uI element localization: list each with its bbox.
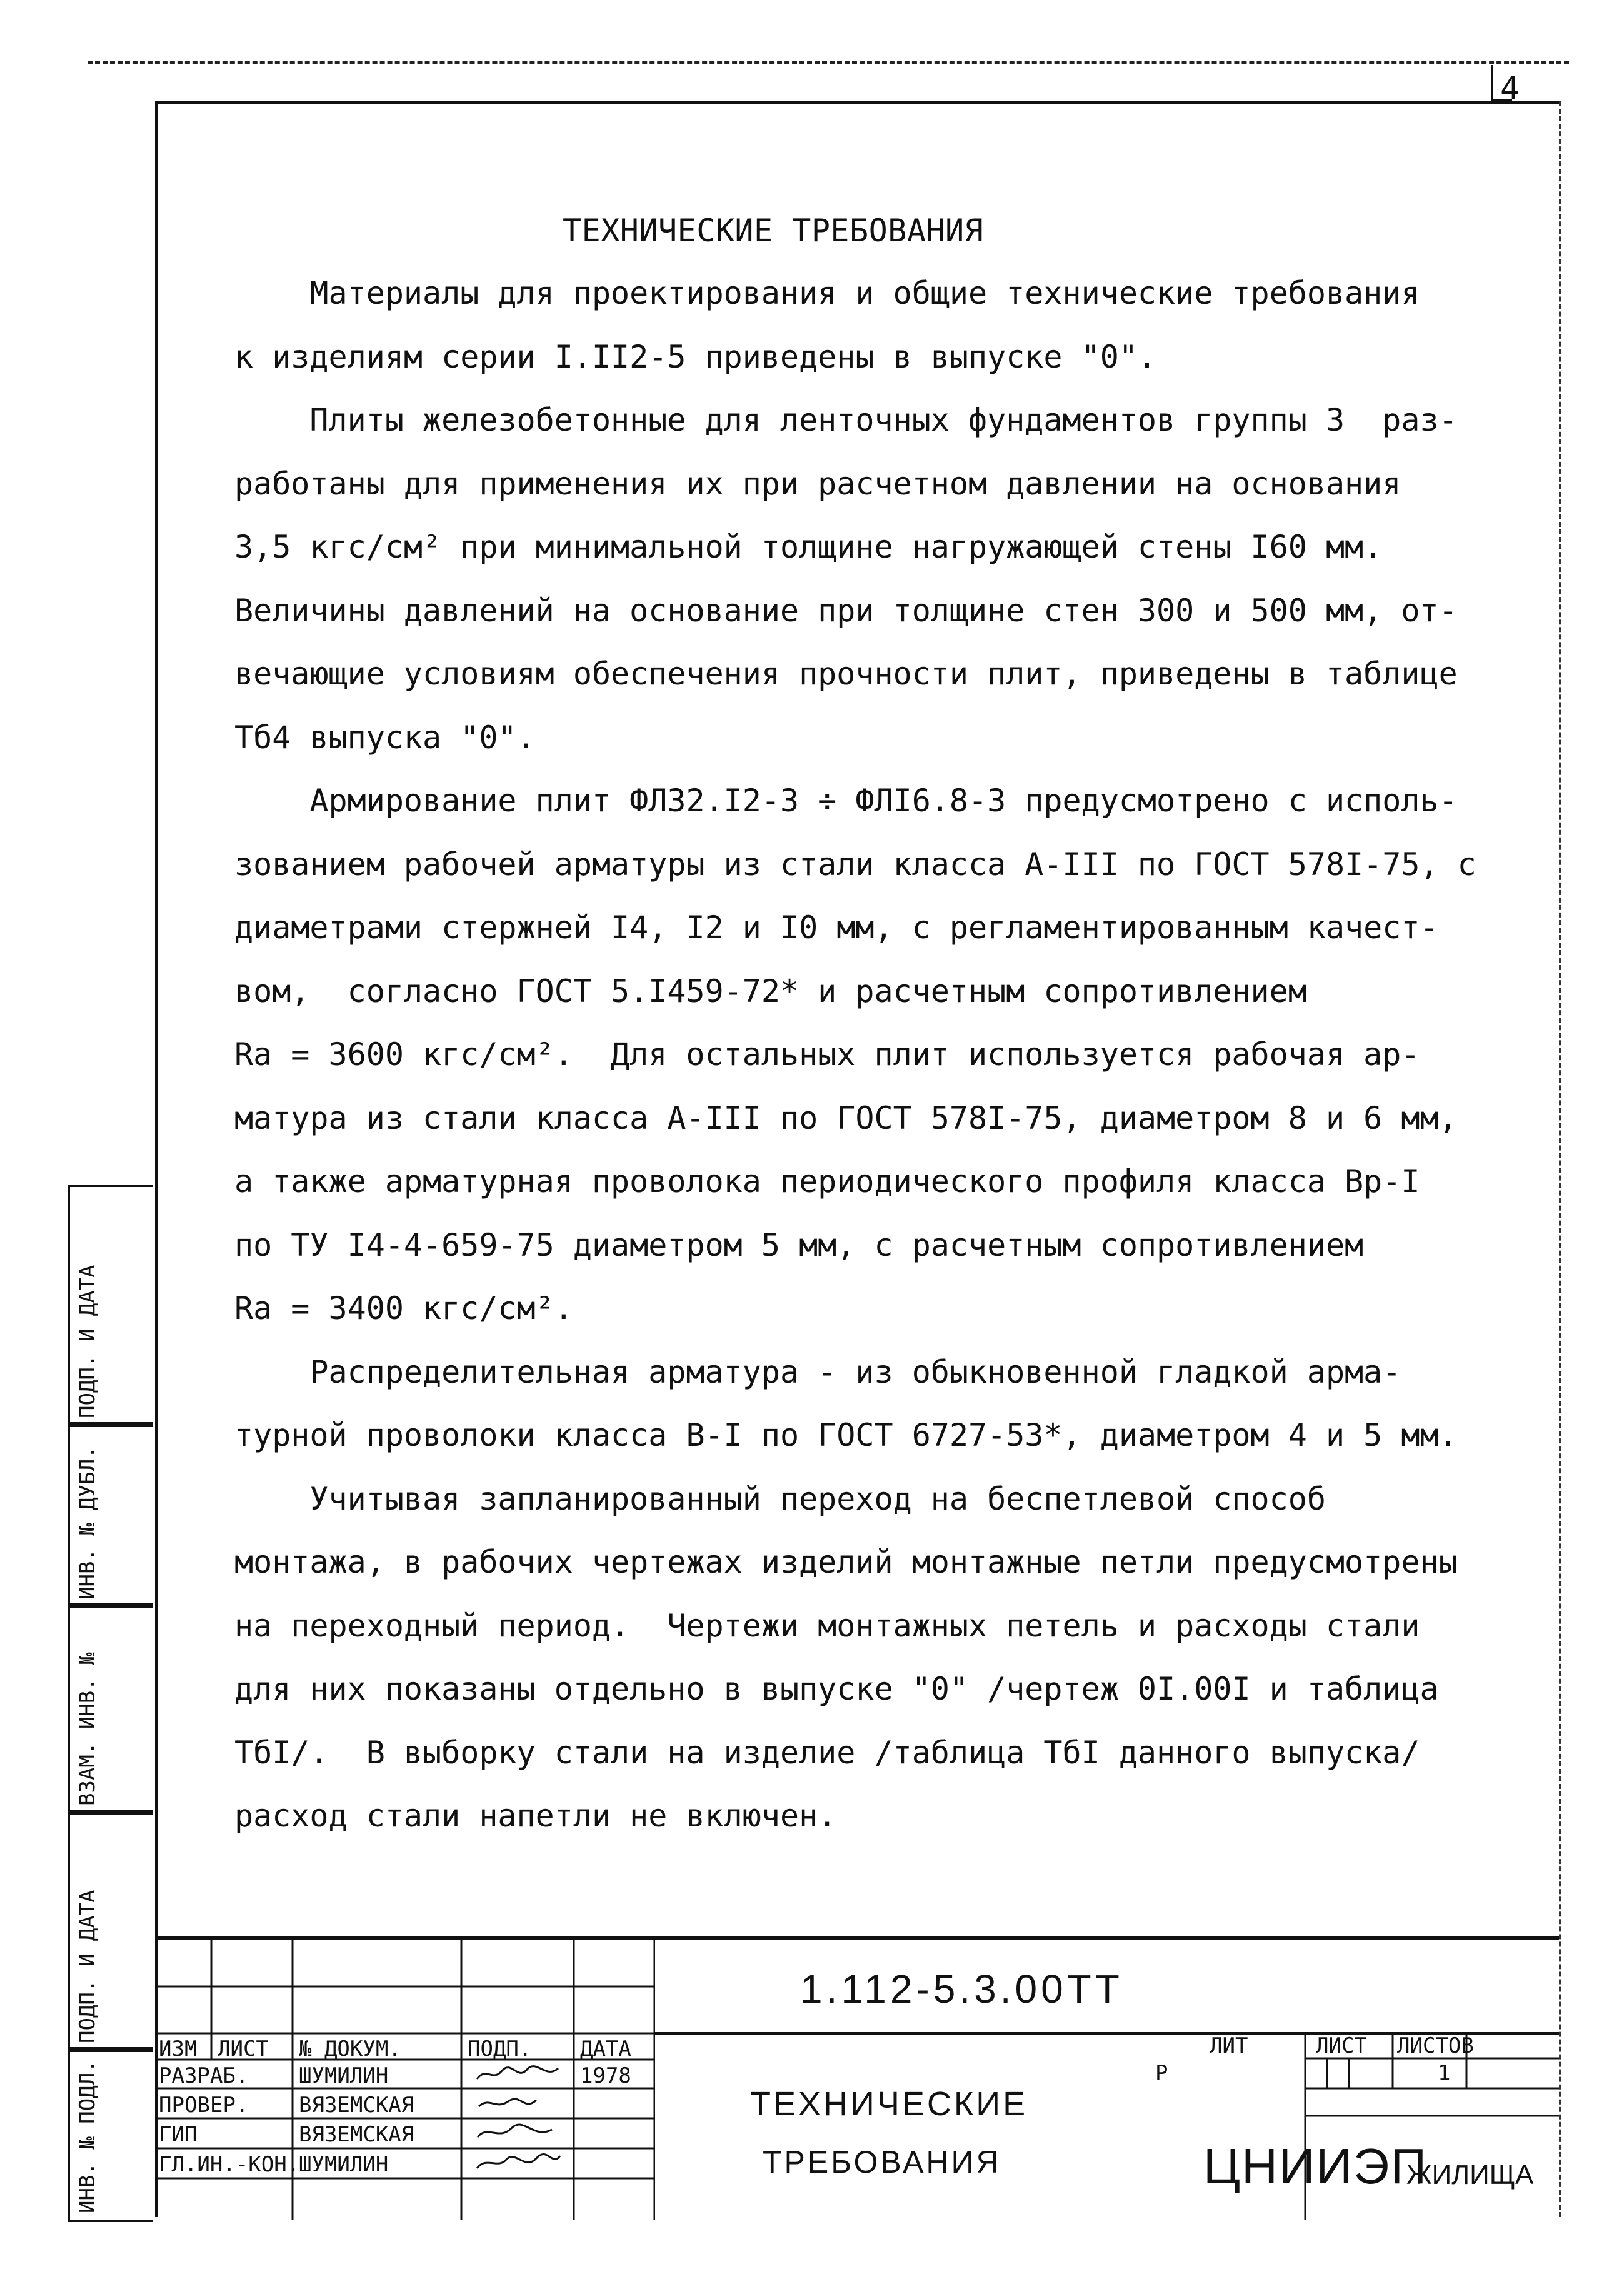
side-cell-sign-date-2 <box>68 1810 153 2052</box>
body-line: Распределительная арматура - из обыкновенной гладкой арма- <box>234 1353 1401 1390</box>
body-line: 3,5 кгс/см² при минимальной толщине нагружающей стены I60 мм. <box>234 529 1383 565</box>
frame-left-border <box>155 101 158 2217</box>
col-doc-no: № ДОКУМ. <box>299 2036 401 2061</box>
body-line: турной проволоки класса В-I по ГОСТ 6727-53*, диаметром 4 и 5 мм. <box>234 1417 1458 1453</box>
body-line: по ТУ I4-4-659-75 диаметром 5 мм, с расчетным сопротивлением <box>234 1226 1364 1263</box>
body-line: монтажа, в рабочих чертежах изделий монтажные петли предусмотрены <box>234 1544 1458 1580</box>
body-line: Величины давлений на основание при толщине стен 300 и 500 мм, от- <box>234 592 1458 629</box>
sheets-header: ЛИСТОВ <box>1397 2033 1474 2058</box>
side-cell-label: ПОДП. И ДАТА <box>75 1890 100 2043</box>
signature-3 <box>474 2122 561 2143</box>
side-cell-orig-inv <box>68 2047 153 2222</box>
role-razrab: РАЗРАБ. <box>159 2063 249 2088</box>
body-line: для них показаны отдельно в выпуске "0" /чертеж 0I.00I и таблица <box>234 1671 1439 1707</box>
stamp-title-line1: ТЕХНИЧЕСКИЕ <box>750 2085 1028 2123</box>
body-line: Армирование плит ФЛ32.I2-3 ÷ ФЛI6.8-3 предусмотрено с исполь- <box>234 783 1458 819</box>
body-line: зованием рабочей арматуры из стали класса А-III по ГОСТ 578I-75, с <box>234 846 1476 883</box>
date-razrab: 1978 <box>580 2063 631 2088</box>
document-code: 1.112-5.3.00ТТ <box>800 1966 1123 2011</box>
side-cell-label: ВЗАМ. ИНВ. № <box>75 1652 100 1806</box>
name-chief-eng: ШУМИЛИН <box>299 2152 389 2177</box>
lit-value: Р <box>1155 2061 1168 2086</box>
side-cell-dup-inv <box>68 1422 153 1608</box>
role-chief-eng: ГЛ.ИН.-КОН. <box>159 2152 300 2177</box>
col-sign: ПОДП. <box>468 2036 532 2061</box>
body-line: вечающие условиям обеспечения прочности плит, приведены в таблице <box>234 656 1458 692</box>
body-line: Материалы для проектирования и общие технические требования <box>234 275 1420 311</box>
role-gip: ГИП <box>159 2122 198 2147</box>
side-cell-sign-date <box>68 1185 153 1427</box>
side-cell-label: ИНВ. № ДУБЛ. <box>75 1446 100 1600</box>
role-prover: ПРОВЕР. <box>159 2093 249 2118</box>
name-gip: ВЯЗЕМСКАЯ <box>299 2122 414 2147</box>
body-line: Rа = 3600 кгс/см². Для остальных плит используется рабочая ар- <box>234 1036 1420 1073</box>
signature-1 <box>474 2063 561 2085</box>
body-line: матура из стали класса А-III по ГОСТ 578I-75, диаметром 8 и 6 мм, <box>234 1099 1458 1136</box>
page-number: 4 <box>1500 70 1520 108</box>
side-cell-label: ПОДП. И ДАТА <box>75 1265 100 1418</box>
body-line: диаметрами стержней I4, I2 и I0 мм, с регламентированным качест- <box>234 909 1439 946</box>
body-line: ТбI/. В выборку стали на изделие /таблица ТбI данного выпуска/ <box>234 1734 1420 1771</box>
name-prover: ВЯЗЕМСКАЯ <box>299 2093 414 2118</box>
sheet-header: ЛИСТ <box>1316 2033 1367 2058</box>
col-list: ЛИСТ <box>218 2036 269 2061</box>
name-razrab: ШУМИЛИН <box>299 2063 389 2088</box>
signature-4 <box>474 2152 561 2173</box>
body-line: вом, согласно ГОСТ 5.I459-72* и расчетным сопротивлением <box>234 973 1307 1009</box>
lit-header: ЛИТ <box>1210 2033 1248 2058</box>
frame-right-border <box>1559 101 1561 2217</box>
body-line: Плиты железобетонные для ленточных фундаментов группы 3 раз- <box>234 402 1458 438</box>
body-line: Rа = 3400 кгс/см². <box>234 1290 573 1326</box>
body-line: расход стали напетли не включен. <box>234 1798 837 1834</box>
page-title: ТЕХНИЧЕСКИЕ ТРЕБОВАНИЯ <box>563 213 984 249</box>
organization-name: ЦНИИЭП <box>1203 2138 1428 2194</box>
body-line: Тб4 выпуска "0". <box>234 719 536 756</box>
side-cell-replace-inv <box>68 1603 153 1815</box>
stamp-title-line2: ТРЕБОВАНИЯ <box>763 2145 1001 2180</box>
frame-top-border <box>155 101 1559 104</box>
col-izm: ИЗМ <box>159 2036 198 2061</box>
body-line: работаны для применения их при расчетном давлении на основания <box>234 465 1401 502</box>
body-line: на переходный период. Чертежи монтажных петель и расходы стали <box>234 1607 1420 1644</box>
col-date: ДАТА <box>580 2036 631 2061</box>
organization-suffix: ЖИЛИЩА <box>1406 2160 1534 2190</box>
body-line: а также арматурная проволока периодического профиля класса Вр-I <box>234 1163 1420 1200</box>
body-line: к изделиям серии I.II2-5 приведены в выпуске "0". <box>234 338 1157 375</box>
sheets-value: 1 <box>1438 2061 1451 2086</box>
body-line: Учитывая запланированный переход на беспетлевой способ <box>234 1480 1326 1517</box>
signature-2 <box>474 2093 561 2114</box>
top-cut-line <box>88 61 1569 64</box>
side-cell-label: ИНВ. № ПОДЛ. <box>75 2060 100 2213</box>
